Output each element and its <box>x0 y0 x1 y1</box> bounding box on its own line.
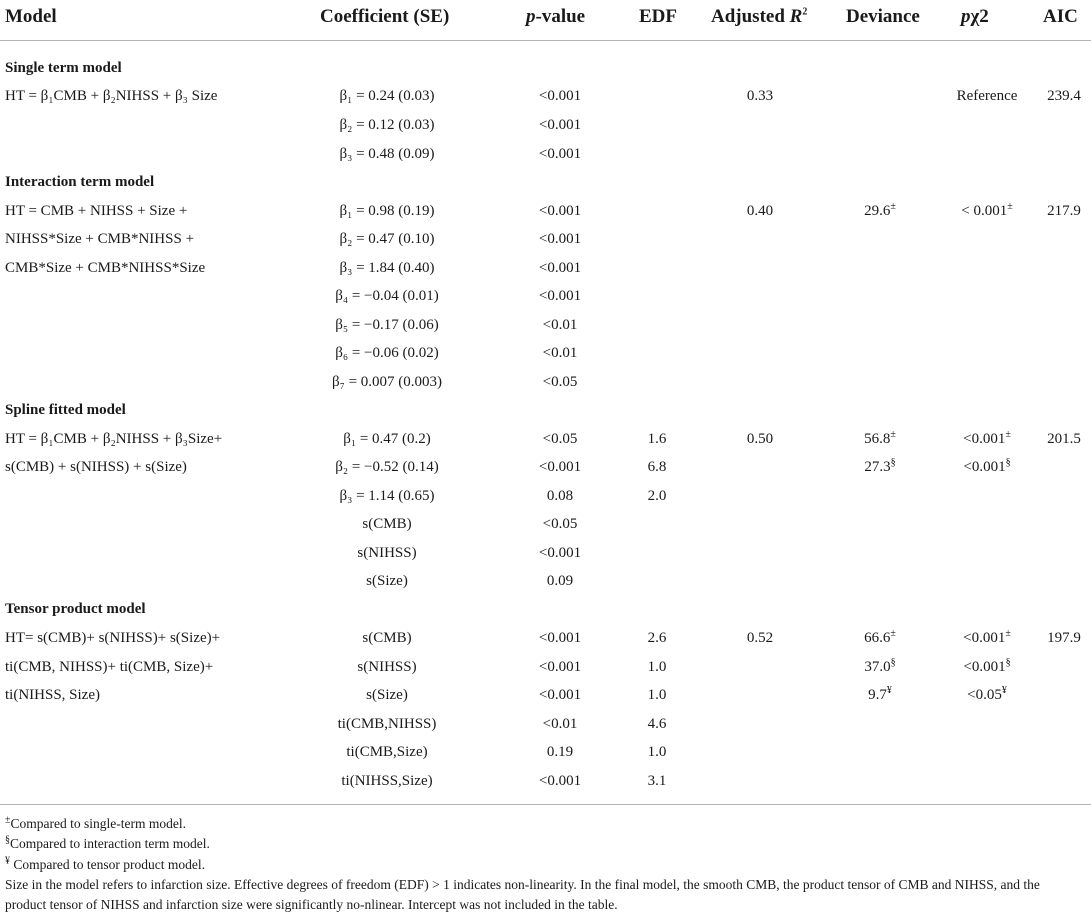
r2-cell: 0.52 <box>746 630 774 646</box>
model-formula: CMB*Size + CMB*NIHSS*Size <box>5 260 206 276</box>
coefficient-cell: ti(CMB,NIHSS) <box>337 716 437 732</box>
deviance-marker: ¥ <box>886 685 892 696</box>
p-value-cell: <0.001 <box>538 687 582 703</box>
model-formula: HT = β₁CMB + β₂NIHSS + β₃ Size <box>5 88 218 104</box>
pchi-marker: ± <box>1005 429 1011 440</box>
edf-cell: 6.8 <box>647 459 667 475</box>
p-value-cell: <0.001 <box>538 260 582 276</box>
pchi-cell <box>961 197 1012 225</box>
r2-cell: 0.40 <box>746 203 774 219</box>
p-value-cell: <0.001 <box>538 659 582 675</box>
deviance-marker: ± <box>890 201 896 212</box>
p-value-cell: <0.05 <box>542 516 578 532</box>
coefficient-cell: β₄ = −0.04 (0.01) <box>335 288 439 304</box>
header-adjusted-r2 <box>711 0 807 36</box>
coefficient-cell: β₃ = 1.14 (0.65) <box>339 488 435 504</box>
deviance-cell <box>868 681 892 709</box>
p-value-cell: 0.19 <box>546 744 574 760</box>
model-formula: s(CMB) + s(NIHSS) + s(Size) <box>5 459 187 475</box>
pchi-value: <0.05 <box>967 687 1002 703</box>
coefficient-cell: s(Size) <box>366 687 408 703</box>
deviance-cell <box>864 624 896 652</box>
pchi-marker: § <box>1005 657 1011 668</box>
aic-cell: 217.9 <box>1047 203 1081 219</box>
edf-cell: 3.1 <box>647 773 667 789</box>
pchi-value: < 0.001 <box>961 203 1008 219</box>
pchi-marker: ± <box>1007 201 1013 212</box>
p-value-cell: <0.01 <box>542 317 578 333</box>
header-r2-text: Adjusted <box>711 6 790 27</box>
header-deviance: Deviance <box>846 6 920 27</box>
coefficient-cell: β₂ = 0.47 (0.10) <box>339 231 435 247</box>
header-model: Model <box>5 6 57 27</box>
coefficient-cell: β₃ = 0.48 (0.09) <box>339 146 435 162</box>
header-p-value <box>526 0 585 36</box>
header-aic: AIC <box>1043 6 1078 27</box>
edf-cell: 1.6 <box>647 431 667 447</box>
p-value-cell: <0.001 <box>538 459 582 475</box>
p-value-cell: <0.001 <box>538 288 582 304</box>
aic-cell: 239.4 <box>1047 88 1081 104</box>
model-formula: ti(NIHSS, Size) <box>5 687 100 703</box>
edf-cell: 1.0 <box>647 687 667 703</box>
footnote-marker: ± <box>5 814 11 826</box>
header-pchi-rest: χ2 <box>970 6 989 27</box>
section-tensor-product: Tensor product model <box>5 601 146 617</box>
p-value-cell: <0.001 <box>538 88 582 104</box>
coefficient-cell: s(CMB) <box>362 516 412 532</box>
footnote-text: Compared to tensor product model. <box>10 857 205 872</box>
deviance-marker: § <box>890 457 896 468</box>
p-value-cell: <0.001 <box>538 203 582 219</box>
footnote-text: Compared to single-term model. <box>10 816 186 831</box>
edf-cell: 2.0 <box>647 488 667 504</box>
deviance-marker: ± <box>890 429 896 440</box>
coefficient-cell: β₆ = −0.06 (0.02) <box>335 345 439 361</box>
p-value-cell: <0.001 <box>538 545 582 561</box>
p-value-cell: <0.01 <box>542 345 578 361</box>
section-spline-fitted: Spline fitted model <box>5 402 126 418</box>
deviance-value: 56.8 <box>864 431 891 447</box>
coefficient-cell: β₇ = 0.007 (0.003) <box>331 374 443 390</box>
coefficient-cell: s(Size) <box>366 573 408 589</box>
edf-cell: 1.0 <box>647 744 667 760</box>
pchi-marker: ¥ <box>1001 685 1007 696</box>
deviance-value: 27.3 <box>864 459 891 475</box>
coefficient-cell: s(CMB) <box>362 630 412 646</box>
deviance-value: 66.6 <box>864 630 891 646</box>
pchi-value: <0.001 <box>963 630 1006 646</box>
edf-cell: 2.6 <box>647 630 667 646</box>
deviance-value: 29.6 <box>864 203 891 219</box>
deviance-value: 37.0 <box>864 659 891 675</box>
p-value-cell: <0.05 <box>542 374 578 390</box>
header-p-italic: p <box>526 6 536 27</box>
coefficient-cell: β₁ = 0.24 (0.03) <box>339 88 435 104</box>
aic-cell: 201.5 <box>1047 431 1081 447</box>
p-value-cell: 0.09 <box>546 573 574 589</box>
p-value-cell: <0.05 <box>542 431 578 447</box>
footnote-marker: § <box>5 834 10 846</box>
header-p-chi2 <box>961 0 989 36</box>
coefficient-cell: s(NIHSS) <box>357 545 417 561</box>
header-r2-italic: R <box>789 6 803 27</box>
edf-cell: 1.0 <box>647 659 667 675</box>
coefficient-cell: β₁ = 0.98 (0.19) <box>339 203 435 219</box>
p-value-cell: <0.001 <box>538 630 582 646</box>
r2-cell: 0.33 <box>746 88 774 104</box>
footer-rule <box>0 804 1091 805</box>
pchi-marker: ± <box>1005 628 1011 639</box>
coefficient-cell: ti(NIHSS,Size) <box>341 773 433 789</box>
deviance-cell <box>864 453 895 481</box>
deviance-cell <box>864 425 896 453</box>
p-value-cell: <0.001 <box>538 117 582 133</box>
coefficient-cell: β₂ = 0.12 (0.03) <box>339 117 435 133</box>
footnote-text: Compared to interaction term model. <box>10 836 210 851</box>
model-formula: NIHSS*Size + CMB*NIHSS + <box>5 231 195 247</box>
coefficient-cell: β₃ = 1.84 (0.40) <box>339 260 435 276</box>
p-value-cell: <0.001 <box>538 146 582 162</box>
aic-cell: 197.9 <box>1047 630 1081 646</box>
deviance-value: 9.7 <box>868 687 887 703</box>
p-value-cell: <0.001 <box>538 231 582 247</box>
p-value-cell: <0.001 <box>538 773 582 789</box>
model-formula: HT = CMB + NIHSS + Size + <box>5 203 188 219</box>
pchi-value: <0.001 <box>963 659 1006 675</box>
pchi-value: <0.001 <box>963 431 1006 447</box>
p-value-cell: 0.08 <box>546 488 574 504</box>
coefficient-cell: s(NIHSS) <box>357 659 417 675</box>
pchi-marker: § <box>1005 457 1011 468</box>
p-value-cell: <0.01 <box>542 716 578 732</box>
r2-cell: 0.50 <box>746 431 774 447</box>
pchi-cell: Reference <box>956 88 1018 104</box>
pchi-cell <box>963 624 1011 652</box>
model-formula: HT = β₁CMB + β₂NIHSS + β₃Size+ <box>5 431 223 447</box>
footnote-single-term <box>5 814 186 834</box>
header-r2-sup: 2 <box>802 6 808 18</box>
deviance-marker: ± <box>890 628 896 639</box>
edf-cell: 4.6 <box>647 716 667 732</box>
section-interaction-term: Interaction term model <box>5 174 155 190</box>
pchi-cell <box>963 653 1010 681</box>
footnote-marker: ¥ <box>5 855 10 867</box>
coefficient-cell: ti(CMB,Size) <box>346 744 428 760</box>
section-single-term: Single term model <box>5 60 122 76</box>
footnote-tensor-product <box>5 855 205 875</box>
coefficient-cell: β₁ = 0.47 (0.2) <box>343 431 431 447</box>
model-formula: HT= s(CMB)+ s(NIHSS)+ s(Size)+ <box>5 630 221 646</box>
pchi-value: <0.001 <box>963 459 1006 475</box>
header-rule <box>0 40 1091 41</box>
coefficient-cell: β₅ = −0.17 (0.06) <box>335 317 439 333</box>
deviance-marker: § <box>890 657 896 668</box>
pchi-cell <box>967 681 1007 709</box>
deviance-cell <box>864 653 895 681</box>
header-pchi-italic: p <box>961 6 971 27</box>
coefficient-cell: β₂ = −0.52 (0.14) <box>335 459 439 475</box>
header-coefficient: Coefficient (SE) <box>320 6 450 27</box>
footnote-interaction-term <box>5 834 210 854</box>
pchi-cell <box>963 425 1011 453</box>
model-formula: ti(CMB, NIHSS)+ ti(CMB, Size)+ <box>5 659 214 675</box>
table-note: Size in the model refers to infarction size. Effective degrees of freedom (EDF) > 1 indicates non-linearity. In the final model, the smooth CMB, the product tensor of CMB and NIHSS, and the product tensor of NIHSS and infarction size were significantly no-nlinear. Intercept was not included in the table. <box>5 877 1040 912</box>
deviance-cell <box>864 197 896 225</box>
pchi-cell <box>963 453 1010 481</box>
header-edf: EDF <box>639 6 677 27</box>
header-p-rest: -value <box>535 6 586 27</box>
